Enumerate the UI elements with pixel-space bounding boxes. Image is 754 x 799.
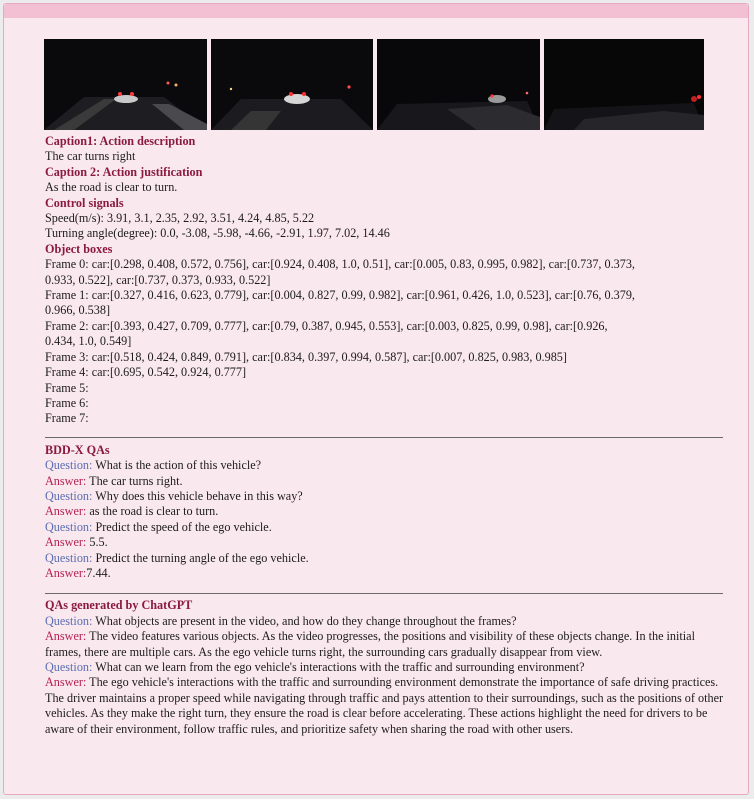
caption2-heading: Caption 2: Action justification [45,164,203,179]
bddx-heading: BDD-X QAs [45,442,110,457]
speed-line: Speed(m/s): 3.91, 3.1, 2.35, 2.92, 3.51, 4.24, 4.85, 5.22 [45,211,315,226]
answer-text: The video features various objects. As the video progresses, the positions and visibility of these objects change. In the initial frames, there are multiple cars. As the ego vehicle turns right, the surrounding cars gradually disappear from view. [45,629,695,659]
answer-text: The ego vehicle's interactions with the traffic and surrounding environment demonstrate the importance of safe driving practices. The driver maintains a proper speed while navigating through traffic and pays attention to their surroundings, such as the positions of other vehicles. As they make the right turn, they ensure the road is clear before accelerating. These actions highlight the need for drivers to be aware of their environment, follow traffic rules, and prioritize safety when sharing the road with other users. [45,675,724,736]
chatgpt-heading: QAs generated by ChatGPT [45,598,193,613]
answer-label: Answer: [45,675,87,690]
video-frame-3 [377,39,540,130]
question-label: Question: [45,458,93,473]
question-text: What is the action of this vehicle? [92,458,262,473]
qa-question [45,489,725,504]
card-top-band [4,4,748,18]
question-label: Question: [45,613,93,628]
qa-answer [45,566,725,581]
annotation-text [45,134,725,737]
qa-answer [45,535,725,550]
video-frames-strip [44,39,704,130]
question-text: Why does this vehicle behave in this way? [92,488,303,503]
figure-card [3,3,749,795]
control-heading: Control signals [45,195,124,210]
video-frame-1 [44,39,207,130]
answer-label: Answer: [45,504,87,519]
qa-question [45,660,725,675]
answer-label: Answer: [45,473,87,488]
answer-label: Answer: [45,565,87,580]
frame-line: Frame 0: car:[0.298, 0.408, 0.572, 0.756], car:[0.924, 0.408, 1.0, 0.51], car:[0.005, 0.83, 0.995, 0.982], car:[0.737, 0.373, [45,257,635,272]
question-label: Question: [45,660,93,674]
question-text: What can we learn from the ego vehicle's interactions with the traffic and surrounding environment? [92,660,585,674]
qa-answer [45,504,725,519]
frame-line: Frame 6: [45,395,89,410]
frame-line: Frame 2: car:[0.393, 0.427, 0.709, 0.777], car:[0.79, 0.387, 0.945, 0.553], car:[0.003, 0.825, 0.99, 0.98], car:[0.926, [45,318,608,333]
frame-line: Frame 5: [45,380,89,395]
frame-line: 0.434, 1.0, 0.549] [45,334,132,349]
answer-text: The car turns right. [86,473,183,488]
qa-question [45,614,725,629]
qa-question [45,458,725,473]
qa-answer [45,675,725,737]
caption1-text: The car turns right [45,149,136,164]
qa-question [45,551,725,566]
caption1-heading: Caption1: Action description [45,134,196,148]
question-label: Question: [45,519,93,534]
caption2-text: As the road is clear to turn. [45,180,178,195]
answer-label: Answer: [45,629,87,644]
video-frame-2 [211,39,373,130]
video-frame-4 [544,39,704,130]
qa-answer [45,629,725,660]
qa-answer [45,474,725,489]
frame-line: Frame 7: [45,411,89,426]
answer-text: 7.44. [86,565,111,580]
question-text: Predict the speed of the ego vehicle. [92,519,272,534]
answer-text: as the road is clear to turn. [86,504,219,519]
question-text: What objects are present in the video, and how do they change throughout the frames? [92,613,517,628]
frame-line: 0.966, 0.538] [45,303,110,318]
section-divider [45,593,723,594]
question-label: Question: [45,488,93,503]
angle-line: Turning angle(degree): 0.0, -3.08, -5.98, -4.66, -2.91, 1.97, 7.02, 14.46 [45,226,390,241]
object-boxes-heading: Object boxes [45,241,113,256]
frame-line: 0.933, 0.522], car:[0.737, 0.373, 0.933, 0.522] [45,272,271,287]
answer-text: 5.5. [86,535,108,550]
qa-question [45,520,725,535]
frame-line: Frame 3: car:[0.518, 0.424, 0.849, 0.791], car:[0.834, 0.397, 0.994, 0.587], car:[0.007, 0.825, 0.983, 0.985] [45,349,567,364]
question-text: Predict the turning angle of the ego vehicle. [92,550,309,565]
frame-line: Frame 4: car:[0.695, 0.542, 0.924, 0.777] [45,365,247,380]
question-label: Question: [45,550,93,565]
section-divider [45,437,723,438]
frame-line: Frame 1: car:[0.327, 0.416, 0.623, 0.779], car:[0.004, 0.827, 0.99, 0.982], car:[0.961, 0.426, 1.0, 0.523], car:[0.76, 0.379, [45,288,635,303]
answer-label: Answer: [45,535,87,550]
